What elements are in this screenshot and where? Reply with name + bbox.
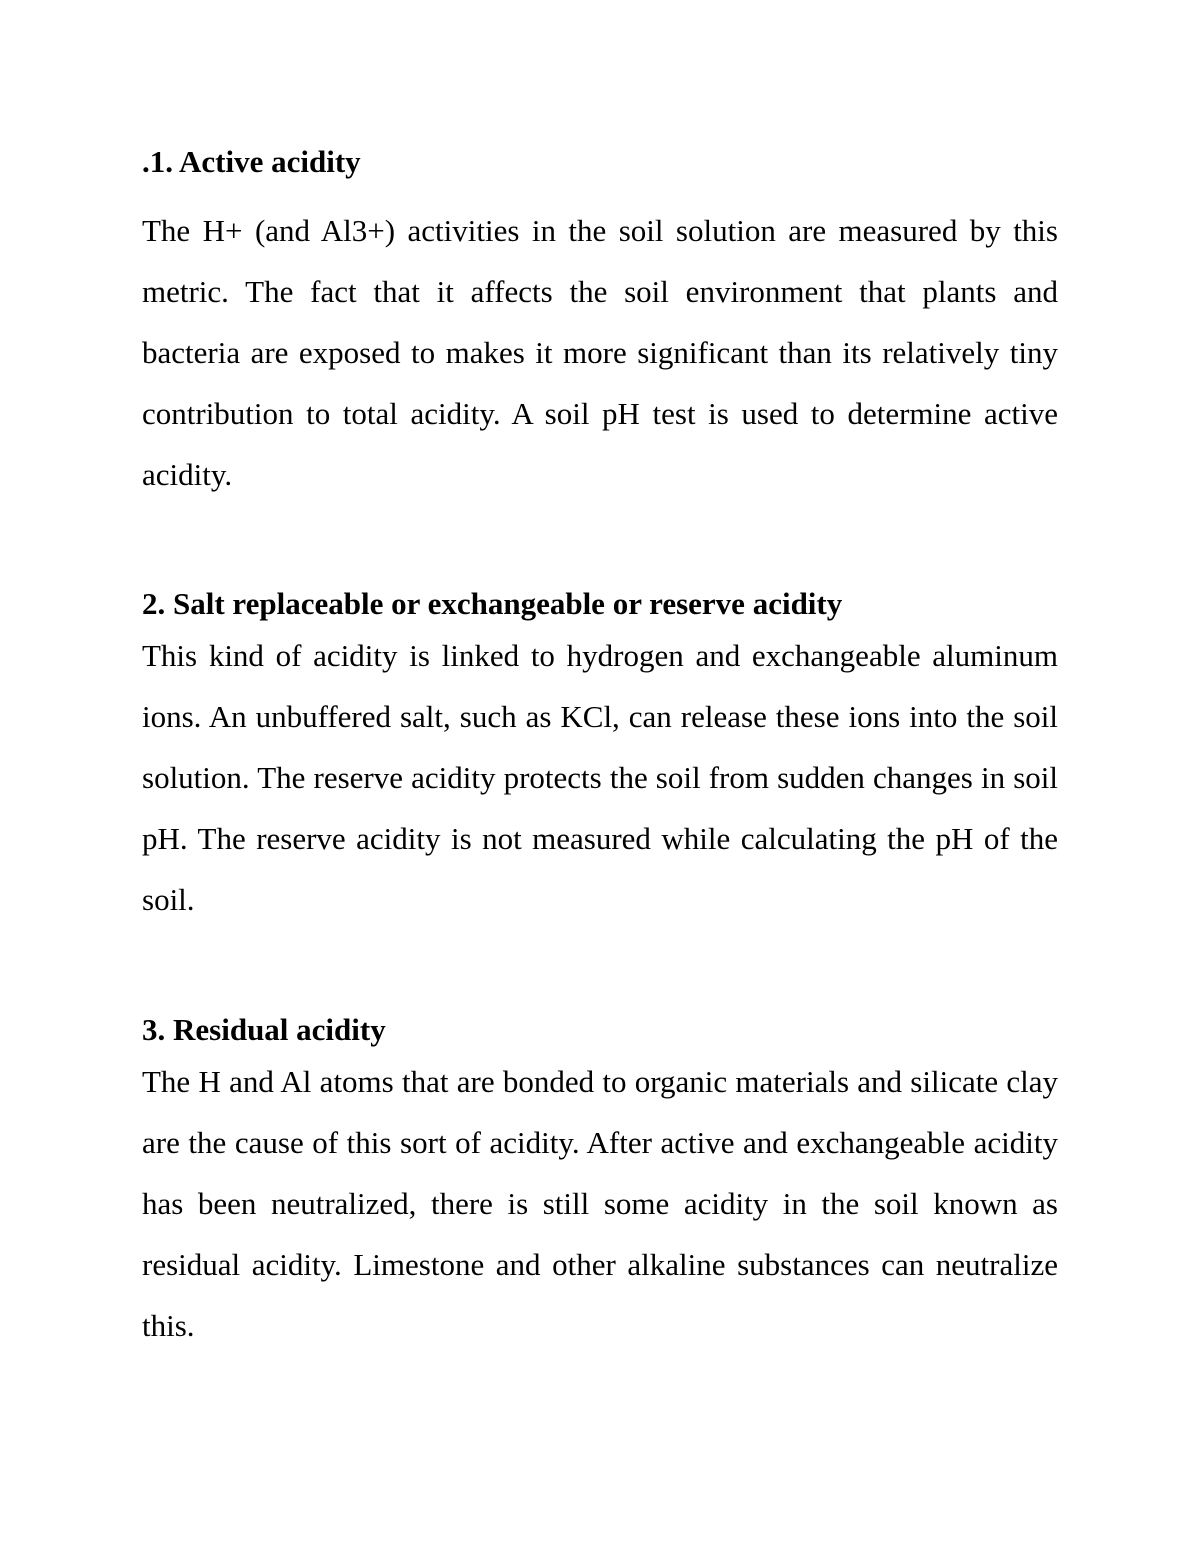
section-body: The H and Al atoms that are bonded to organic materials and silicate clay are the cause of this sort of acidity. After active and exchangeable acidity has been neutralized, there is still some acidity in the soil known as residual acidity. Limestone and other alkaline substances can neutralize this. bbox=[142, 1064, 1058, 1343]
section-body: The H+ (and Al3+) activities in the soil solution are measured by this metric. The fact that it affects the soil environment that plants and bacteria are exposed to makes it more significant than its relatively tiny contribution to total acidity. A soil pH test is used to determine active acidity. bbox=[142, 213, 1058, 492]
section-heading: .1. Active acidity bbox=[142, 144, 361, 179]
section-reserve-acidity bbox=[142, 584, 1058, 930]
section-heading: 3. Residual acidity bbox=[142, 1012, 386, 1047]
section-heading: 2. Salt replaceable or exchangeable or reserve acidity bbox=[142, 586, 843, 621]
section-body: This kind of acidity is linked to hydrogen and exchangeable aluminum ions. An unbuffered salt, such as KCl, can release these ions into the soil solution. The reserve acidity protects the soil from sudden changes in soil pH. The reserve acidity is not measured while calculating the pH of the soil. bbox=[142, 638, 1058, 917]
section-active-acidity bbox=[142, 142, 1058, 505]
section-residual-acidity bbox=[142, 1010, 1058, 1356]
